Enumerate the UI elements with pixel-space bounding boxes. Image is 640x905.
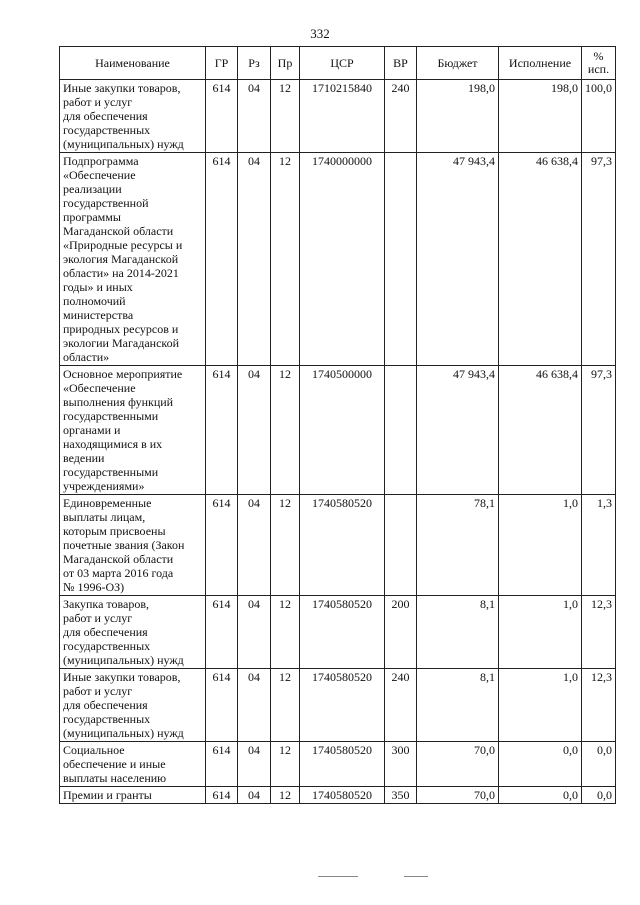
row-name: Премии и гранты [60,787,206,804]
row-vr: 200 [385,596,417,669]
row-percent: 0,0 [582,742,616,787]
row-percent: 12,3 [582,596,616,669]
row-execution: 46 638,4 [499,366,582,495]
row-vr [385,495,417,596]
page-number: 332 [310,26,330,41]
row-name: Социальное обеспечение и иные выплаты населению [60,742,206,787]
row-rz: 04 [238,366,271,495]
row-pr: 12 [271,80,300,153]
row-rz: 04 [238,669,271,742]
table-row [60,80,616,153]
row-execution: 0,0 [499,787,582,804]
row-pr: 12 [271,366,300,495]
header-name: Наименование [60,47,206,80]
row-gr: 614 [206,669,238,742]
row-name: Иные закупки товаров, работ и услуг для обеспечения государственных (муниципальных) нужд [60,80,206,153]
row-pr: 12 [271,153,300,366]
row-vr: 300 [385,742,417,787]
header-csr: ЦСР [300,47,385,80]
row-execution: 46 638,4 [499,153,582,366]
row-name: Единовременные выплаты лицам, которым присвоены почетные звания (Закон Магаданской области от 03 марта 2016 года № 1996-ОЗ) [60,495,206,596]
row-pr: 12 [271,742,300,787]
row-budget: 78,1 [417,495,499,596]
row-name: Подпрограмма «Обеспечение реализации государственной программы Магаданской области «Природные ресурсы и экология Магаданской области» на 2014-2021 годы» и иных полномочий министерства природных ресурсов и экологии Магаданской области» [60,153,206,366]
row-name: Иные закупки товаров, работ и услуг для обеспечения государственных (муниципальных) нужд [60,669,206,742]
row-csr: 1740500000 [300,366,385,495]
header-rz: Рз [238,47,271,80]
table-row [60,366,616,495]
header-budget: Бюджет [417,47,499,80]
scan-artifact-line [404,876,428,877]
row-csr: 1710215840 [300,80,385,153]
row-budget: 198,0 [417,80,499,153]
scan-artifact-line [318,876,358,877]
row-execution: 0,0 [499,742,582,787]
row-execution: 1,0 [499,669,582,742]
row-budget: 47 943,4 [417,153,499,366]
row-gr: 614 [206,366,238,495]
row-rz: 04 [238,80,271,153]
row-vr: 350 [385,787,417,804]
row-csr: 1740580520 [300,742,385,787]
row-execution: 1,0 [499,495,582,596]
row-vr [385,153,417,366]
row-budget: 70,0 [417,787,499,804]
row-gr: 614 [206,787,238,804]
row-execution: 1,0 [499,596,582,669]
row-rz: 04 [238,153,271,366]
row-csr: 1740580520 [300,596,385,669]
row-name: Закупка товаров, работ и услуг для обеспечения государственных (муниципальных) нужд [60,596,206,669]
table-row [60,495,616,596]
row-gr: 614 [206,153,238,366]
budget-table [59,46,616,804]
row-gr: 614 [206,742,238,787]
row-vr: 240 [385,669,417,742]
row-percent: 1,3 [582,495,616,596]
row-rz: 04 [238,495,271,596]
row-pr: 12 [271,596,300,669]
row-budget: 70,0 [417,742,499,787]
header-vr: ВР [385,47,417,80]
table-header-row [60,47,616,80]
row-percent: 97,3 [582,153,616,366]
table-row [60,596,616,669]
row-csr: 1740580520 [300,495,385,596]
header-gr: ГР [206,47,238,80]
row-percent: 97,3 [582,366,616,495]
table-row [60,787,616,804]
row-gr: 614 [206,495,238,596]
row-rz: 04 [238,787,271,804]
table-row [60,742,616,787]
row-pr: 12 [271,787,300,804]
row-csr: 1740000000 [300,153,385,366]
row-budget: 8,1 [417,596,499,669]
row-percent: 100,0 [582,80,616,153]
row-budget: 8,1 [417,669,499,742]
header-execution: Исполнение [499,47,582,80]
row-rz: 04 [238,596,271,669]
row-vr [385,366,417,495]
row-pr: 12 [271,495,300,596]
row-percent: 0,0 [582,787,616,804]
header-percent: % исп. [582,47,616,80]
table-row [60,669,616,742]
row-csr: 1740580520 [300,787,385,804]
row-name: Основное мероприятие «Обеспечение выполнения функций государственными органами и находящимися в их ведении государственными учреждениями» [60,366,206,495]
table-row [60,153,616,366]
row-csr: 1740580520 [300,669,385,742]
row-gr: 614 [206,596,238,669]
row-execution: 198,0 [499,80,582,153]
row-rz: 04 [238,742,271,787]
row-pr: 12 [271,669,300,742]
row-budget: 47 943,4 [417,366,499,495]
header-pr: Пр [271,47,300,80]
row-gr: 614 [206,80,238,153]
row-vr: 240 [385,80,417,153]
row-percent: 12,3 [582,669,616,742]
